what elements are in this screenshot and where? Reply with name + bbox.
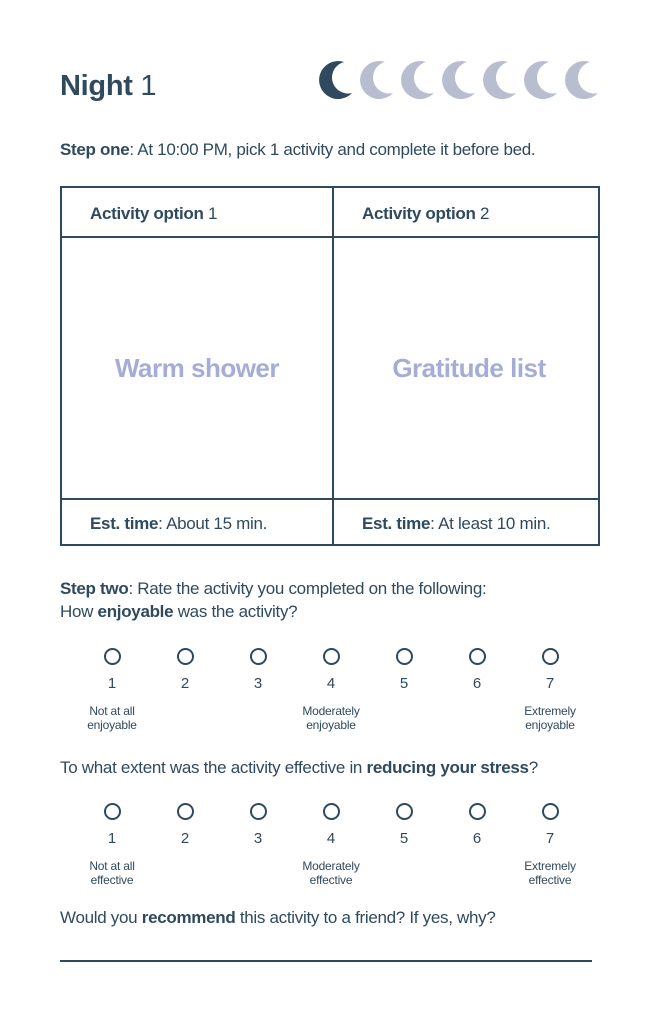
stress-option-1[interactable] <box>75 803 149 847</box>
question-reducing-stress <box>60 756 538 779</box>
crescent-moon-icon <box>442 61 475 99</box>
crescent-moon-icon <box>565 61 598 99</box>
stress-rating-scale <box>75 803 587 887</box>
enjoyment-option-2[interactable] <box>148 648 222 692</box>
enjoyment-option-3[interactable] <box>221 648 295 692</box>
activity-option-1-time-value: : About 15 min. <box>158 514 268 533</box>
anchor-line: Extremely <box>524 704 576 718</box>
anchor-line: Not at all <box>89 859 135 873</box>
stress-anchor-high <box>500 859 600 887</box>
option-number: 5 <box>399 675 409 692</box>
question-recommend-bold: recommend <box>141 908 236 927</box>
option-number: 5 <box>399 830 409 847</box>
title-number: 1 <box>140 70 157 102</box>
step-two-text: : Rate the activity you completed on the following: <box>128 579 487 598</box>
title-word: Night <box>60 70 133 102</box>
step-one-label: Step one <box>60 140 130 159</box>
enjoyment-option-6[interactable] <box>440 648 514 692</box>
anchor-line: effective <box>309 873 353 887</box>
activity-option-2-header-number: 2 <box>475 204 490 223</box>
anchor-line: enjoyable <box>87 718 137 732</box>
option-number: 6 <box>472 830 482 847</box>
enjoyment-option-1[interactable] <box>75 648 149 692</box>
anchor-line: Extremely <box>524 859 576 873</box>
radio-circle-icon[interactable] <box>177 648 194 665</box>
question-enjoyable-post: was the activity? <box>173 602 298 621</box>
radio-circle-icon[interactable] <box>104 803 121 820</box>
stress-option-2[interactable] <box>148 803 222 847</box>
enjoyment-option-4[interactable] <box>294 648 368 692</box>
option-number: 2 <box>180 675 190 692</box>
option-number: 3 <box>253 830 263 847</box>
radio-circle-icon[interactable] <box>323 803 340 820</box>
option-number: 7 <box>545 830 555 847</box>
enjoyment-rating-scale <box>75 648 587 732</box>
question-stress-bold: reducing your stress <box>366 758 529 777</box>
question-enjoyable-bold: enjoyable <box>97 602 174 621</box>
activity-option-2-header-label: Activity option <box>362 204 476 223</box>
option-number: 2 <box>180 830 190 847</box>
crescent-moon-icon <box>483 61 516 99</box>
radio-circle-icon[interactable] <box>542 648 559 665</box>
activity-option-1-time <box>90 514 267 534</box>
anchor-line: effective <box>90 873 134 887</box>
radio-circle-icon[interactable] <box>323 648 340 665</box>
enjoyment-anchor-high <box>500 704 600 732</box>
radio-circle-icon[interactable] <box>177 803 194 820</box>
anchor-line: Moderately <box>302 704 360 718</box>
stress-option-7[interactable] <box>513 803 587 847</box>
option-number: 7 <box>545 675 555 692</box>
stress-anchor-low <box>62 859 162 887</box>
radio-circle-icon[interactable] <box>396 648 413 665</box>
enjoyment-anchor-low <box>62 704 162 732</box>
radio-circle-icon[interactable] <box>542 803 559 820</box>
enjoyment-option-5[interactable] <box>367 648 441 692</box>
step-two-label: Step two <box>60 579 129 598</box>
stress-option-4[interactable] <box>294 803 368 847</box>
step-one-instruction <box>60 140 535 160</box>
activity-option-2-time-value: : At least 10 min. <box>430 514 551 533</box>
option-number: 1 <box>107 675 117 692</box>
enjoyment-anchor-mid <box>281 704 381 732</box>
activity-option-1-header-label: Activity option <box>90 204 204 223</box>
question-recommend-post: this activity to a friend? If yes, why? <box>235 908 496 927</box>
crescent-moon-icon <box>524 61 557 99</box>
stress-anchor-mid <box>281 859 381 887</box>
question-recommend <box>60 906 496 929</box>
radio-circle-icon[interactable] <box>469 803 486 820</box>
enjoyment-option-7[interactable] <box>513 648 587 692</box>
crescent-moon-icon <box>319 61 352 99</box>
anchor-line: Moderately <box>302 859 360 873</box>
radio-circle-icon[interactable] <box>104 648 121 665</box>
moon-progress <box>318 55 608 105</box>
question-enjoyable <box>60 600 297 623</box>
question-enjoyable-pre: How <box>60 602 98 621</box>
question-stress-pre: To what extent was the activity effective in <box>60 758 367 777</box>
stress-option-3[interactable] <box>221 803 295 847</box>
activity-option-1-header-number: 1 <box>203 204 218 223</box>
page-title <box>60 70 156 103</box>
answer-write-line[interactable] <box>60 960 592 962</box>
table-divider-header <box>62 236 598 238</box>
activity-options-table <box>60 186 600 546</box>
activity-option-2-time <box>362 514 550 534</box>
table-divider-footer <box>62 498 598 500</box>
radio-circle-icon[interactable] <box>250 803 267 820</box>
stress-option-5[interactable] <box>367 803 441 847</box>
question-recommend-pre: Would you <box>60 908 142 927</box>
question-stress-post: ? <box>528 758 538 777</box>
step-two-instruction <box>60 577 486 600</box>
activity-option-2-header <box>362 204 489 224</box>
option-number: 3 <box>253 675 263 692</box>
activity-option-2-name: Gratitude list <box>392 353 546 383</box>
activity-option-2-time-label: Est. time <box>362 514 431 533</box>
stress-option-6[interactable] <box>440 803 514 847</box>
option-number: 4 <box>326 830 336 847</box>
anchor-line: Not at all <box>89 704 135 718</box>
radio-circle-icon[interactable] <box>250 648 267 665</box>
step-one-text: : At 10:00 PM, pick 1 activity and complete it before bed. <box>129 140 536 159</box>
crescent-moon-icon <box>401 61 434 99</box>
radio-circle-icon[interactable] <box>469 648 486 665</box>
activity-option-1-header <box>90 204 217 224</box>
anchor-line: enjoyable <box>306 718 356 732</box>
crescent-moon-icon <box>360 61 393 99</box>
option-number: 1 <box>107 830 117 847</box>
radio-circle-icon[interactable] <box>396 803 413 820</box>
anchor-line: effective <box>528 873 572 887</box>
activity-option-1-name: Warm shower <box>114 353 280 383</box>
anchor-line: enjoyable <box>525 718 575 732</box>
activity-option-1-time-label: Est. time <box>90 514 159 533</box>
option-number: 4 <box>326 675 336 692</box>
option-number: 6 <box>472 675 482 692</box>
